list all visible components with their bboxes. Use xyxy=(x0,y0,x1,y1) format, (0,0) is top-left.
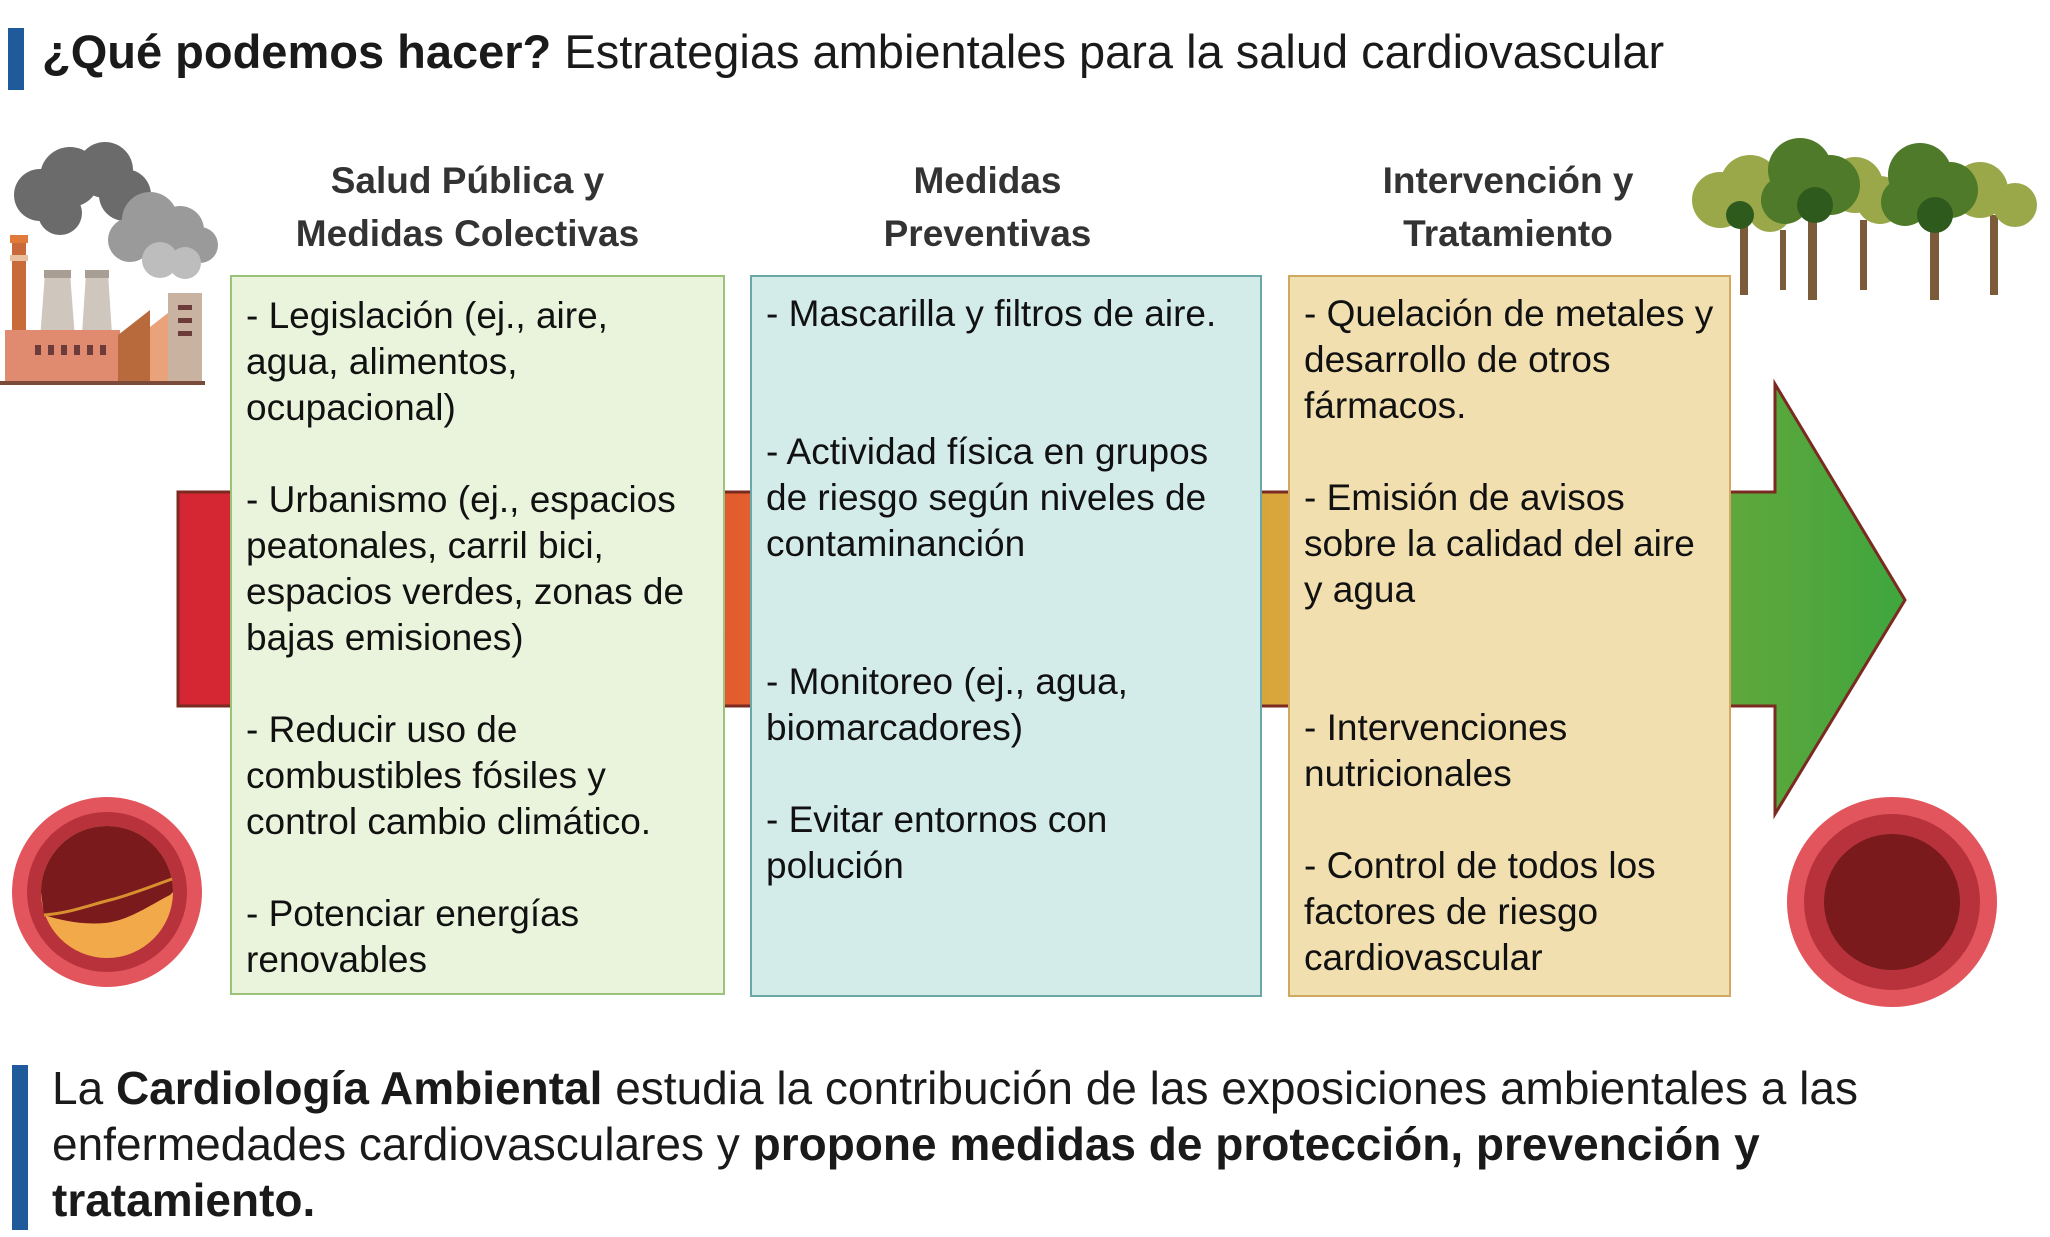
column-heading-public-health: Salud Pública y Medidas Colectivas xyxy=(295,160,640,254)
list-item: - Urbanismo (ej., espacios peatonales, carril bici, espacios verdes, zonas de bajas emisiones) xyxy=(246,479,685,658)
list-item: - Actividad física en grupos de riesgo según niveles de contaminanción xyxy=(766,431,1209,564)
list-item: - Legislación (ej., aire, agua, alimentos, ocupacional) xyxy=(246,295,608,428)
preventive-box xyxy=(750,275,1262,997)
treatment-box xyxy=(1288,275,1731,997)
list-item: - Reducir uso de combustibles fósiles y control cambio climático. xyxy=(246,709,652,842)
bottom-accent-bar xyxy=(12,1065,28,1230)
clogged-artery-icon xyxy=(10,795,205,990)
list-item: - Intervenciones nutricionales xyxy=(1304,707,1568,794)
column-heading-treatment: Intervención y Tratamiento xyxy=(1382,160,1634,254)
list-item: - Quelación de metales y desarrollo de otros fármacos. xyxy=(1304,293,1714,426)
public-health-box xyxy=(230,275,725,995)
list-item: - Mascarilla y filtros de aire. xyxy=(766,293,1217,334)
list-item: - Control de todos los factores de riesgo cardiovascular xyxy=(1304,845,1656,978)
page-title: ¿Qué podemos hacer? Estrategias ambientales para la salud cardiovascular xyxy=(42,25,1665,78)
list-item: - Monitoreo (ej., agua, biomarcadores) xyxy=(766,661,1128,748)
column-heading-preventive: Medidas Preventivas xyxy=(883,160,1092,254)
summary-statement: La Cardiología Ambiental estudia la contribución de las exposiciones ambientales a las enfermedades cardiovasculares y propone medidas de protección, prevención y tratamiento. xyxy=(52,1062,1858,1226)
factory-icon xyxy=(0,135,230,385)
list-item: - Emisión de avisos sobre la calidad del aire y agua xyxy=(1304,477,1695,610)
list-item: - Evitar entornos con polución xyxy=(766,799,1108,886)
trees-icon xyxy=(1680,130,2050,320)
list-item: - Potenciar energías renovables xyxy=(246,893,580,980)
healthy-artery-icon xyxy=(1785,795,2000,1010)
